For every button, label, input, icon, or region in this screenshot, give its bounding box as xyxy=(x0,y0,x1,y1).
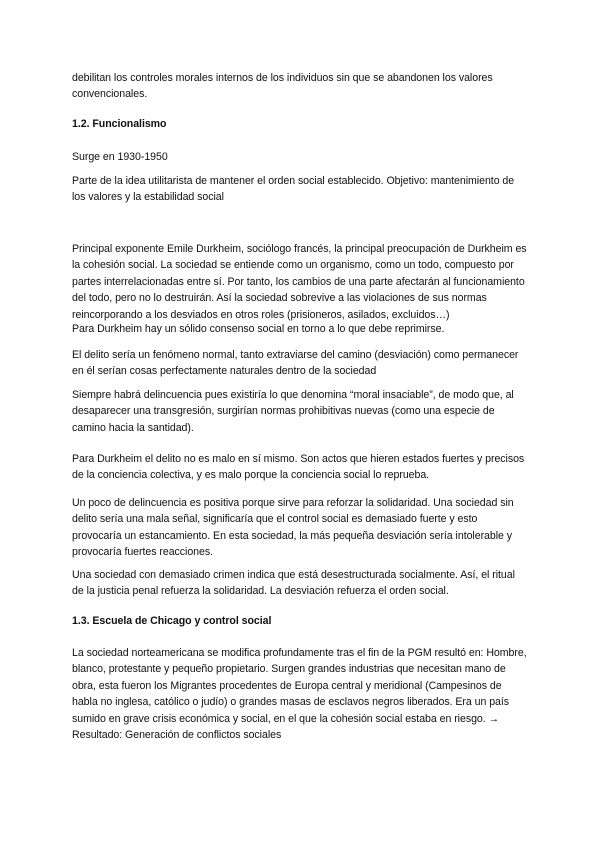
paragraph: Para Durkheim el delito no es malo en sí mismo. Son actos que hieren estados fuertes y precisos de la conciencia colectiva, y es malo porque la conciencia social lo reprueba. xyxy=(72,453,525,482)
paragraph: Un poco de delincuencia es positiva porque sirve para reforzar la solidaridad. Una sociedad sin delito sería una mala señal, significaría que el control social es demasiado fuerte y esto provocaría un estancamiento. En esta sociedad, la más pequeña desviación sería intolerable y provocaría fuertes reacciones. xyxy=(72,497,514,559)
paragraph: Surge en 1930-1950 xyxy=(72,151,168,163)
section-heading-escuela-chicago: 1.3. Escuela de Chicago y control social xyxy=(72,615,272,627)
paragraph: La sociedad norteamericana se modifica profundamente tras el fin de la PGM resultó en: Hombre, blanco, protestante y pequeño propietario. Surgen grandes industrias que necesitan mano de obra, esta fueron los Migrantes procedentes de Europa central y meridional (Campesinos de habla no inglesa, católico o judío) o grandes masas de esclavos negros liberados. Era un país sumido en grave crisis económica y social, en el que la cohesión social estaba en riesgo. → Resultado: Generación de conflictos sociales xyxy=(72,647,527,742)
paragraph: Siempre habrá delincuencia pues existiría lo que denomina “moral insaciable”, de modo que, al desaparecer una transgresión, surgirían normas prohibitivas nuevas (como una especie de camino hacia la santidad). xyxy=(72,389,514,434)
section-heading-funcionalismo: 1.2. Funcionalismo xyxy=(72,118,167,130)
paragraph: Parte de la idea utilitarista de mantener el orden social establecido. Objetivo: mantenimiento de los valores y la estabilidad social xyxy=(72,175,515,204)
paragraph: El delito sería un fenómeno normal, tanto extraviarse del camino (desviación) como permanecer en él serían cosas perfectamente naturales dentro de la sociedad xyxy=(72,349,519,378)
paragraph: Para Durkheim hay un sólido consenso social en torno a lo que debe reprimirse. xyxy=(72,323,445,335)
intro-paragraph: debilitan los controles morales internos de los individuos sin que se abandonen los valores convencionales. xyxy=(72,72,493,101)
paragraph: Una sociedad con demasiado crimen indica que está desestructurada socialmente. Así, el ritual de la justicia penal refuerza la solidaridad. La desviación refuerza el orden social. xyxy=(72,569,515,598)
paragraph: Principal exponente Emile Durkheim, sociólogo francés, la principal preocupación de Durkheim es la cohesión social. La sociedad se entiende como un organismo, como un todo, compuesto por partes interrelacionadas entre sí. Por tanto, los cambios de una parte afectarán al funcionamiento del todo, pero no lo destruirán. Así la sociedad sobrevive a las violaciones de sus normas reincorporando a los desviados en otros roles (prisioneros, asilados, excluidos…) xyxy=(72,243,527,321)
